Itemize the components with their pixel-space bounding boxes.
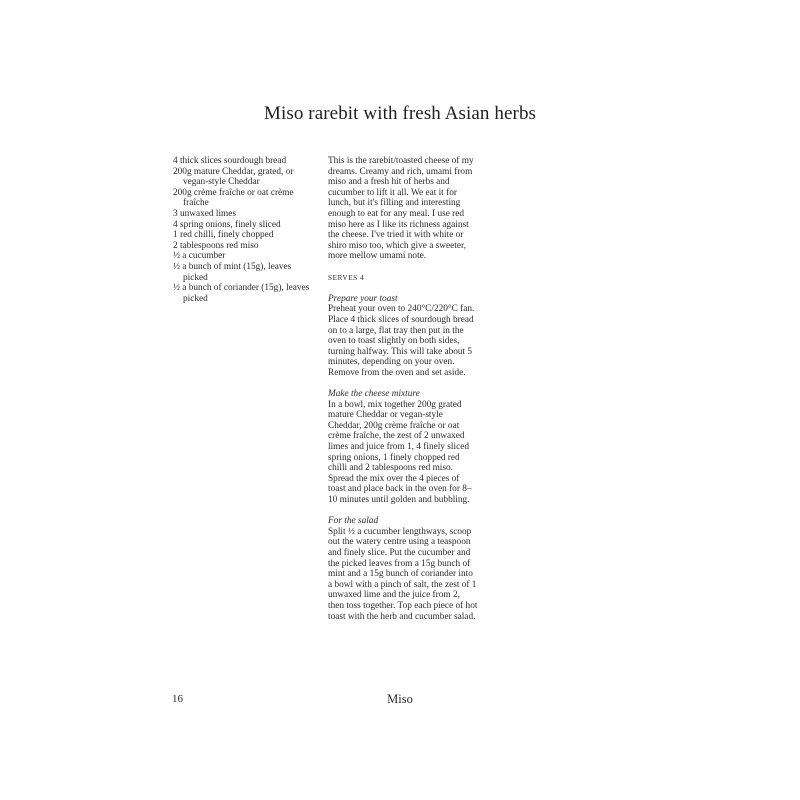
- ingredient-item: 3 unwaxed limes: [173, 208, 236, 219]
- step-title: Make the cheese mixture: [328, 389, 420, 400]
- step-prepare-toast: [328, 294, 478, 379]
- ingredient-item: ½ a bunch of coriander (15g), leaves picked: [173, 283, 310, 304]
- ingredient-item: ½ a cucumber: [173, 251, 226, 262]
- step-title: Prepare your toast: [328, 293, 398, 304]
- step-title: For the salad: [328, 516, 379, 527]
- ingredient-item: 200g mature Cheddar, grated, or vegan-style Cheddar: [173, 166, 294, 188]
- recipe-title: Miso rarebit with fresh Asian herbs: [263, 103, 537, 124]
- page-number: 16: [172, 693, 183, 705]
- step-text: In a bowl, mix together 200g grated mature Cheddar or vegan-style Cheddar, 200g crème fraîche or oat crème fraîche, the zest of 2 unwaxed limes and juice from 1, 4 finely sliced spring onions, 1 finely chopped red chilli and 2 tablespoons red miso. Spread the mix over the 4 pieces of toast and place back in the oven for 8–10 minutes until golden and bubbling.: [328, 399, 472, 505]
- method-column: [328, 156, 478, 622]
- chapter-title: Miso: [387, 692, 413, 706]
- step-text: Split ½ a cucumber lengthways, scoop out the watery centre using a teaspoon and finely slice. Put the cucumber and the picked leaves from a 15g bunch of mint and a 15g bunch of coriander into a bowl with a pinch of salt, the zest of 1 unwaxed lime and the juice from 2, then toss together. Top each piece of hot toast with the herb and cucumber salad.: [328, 526, 478, 622]
- recipe-intro: This is the rarebit/toasted cheese of my dreams. Creamy and rich, umami from miso and a fresh hit of herbs and cucumber to lift it all. We eat it for lunch, but it's filling and interesting enough to eat for any meal. I use red miso here as I like its richness against the cheese. I've tried it with white or shiro miso too, which give a sweeter, more mellow umami note.: [328, 156, 474, 262]
- serves-label: SERVES 4: [328, 273, 365, 282]
- ingredient-item: ½ a bunch of mint (15g), leaves picked: [173, 261, 292, 283]
- ingredient-item: 4 thick slices sourdough bread: [173, 156, 287, 166]
- ingredient-item: 200g crème fraîche or oat crème fraîche: [173, 187, 294, 209]
- step-salad: [328, 516, 478, 622]
- step-text: Preheat your oven to 240°C/220°C fan. Place 4 thick slices of sourdough bread on to a large, flat tray then put in the oven to toast slightly on both sides, turning halfway. This will take about 5 minutes, depending on your oven. Remove from the oven and set aside.: [328, 304, 475, 378]
- ingredient-item: 2 tablespoons red miso: [173, 240, 259, 251]
- ingredient-item: 1 red chilli, finely chopped: [173, 230, 274, 241]
- ingredients-list: [173, 156, 313, 304]
- step-cheese-mixture: [328, 389, 478, 506]
- ingredient-item: 4 spring onions, finely sliced: [173, 219, 281, 230]
